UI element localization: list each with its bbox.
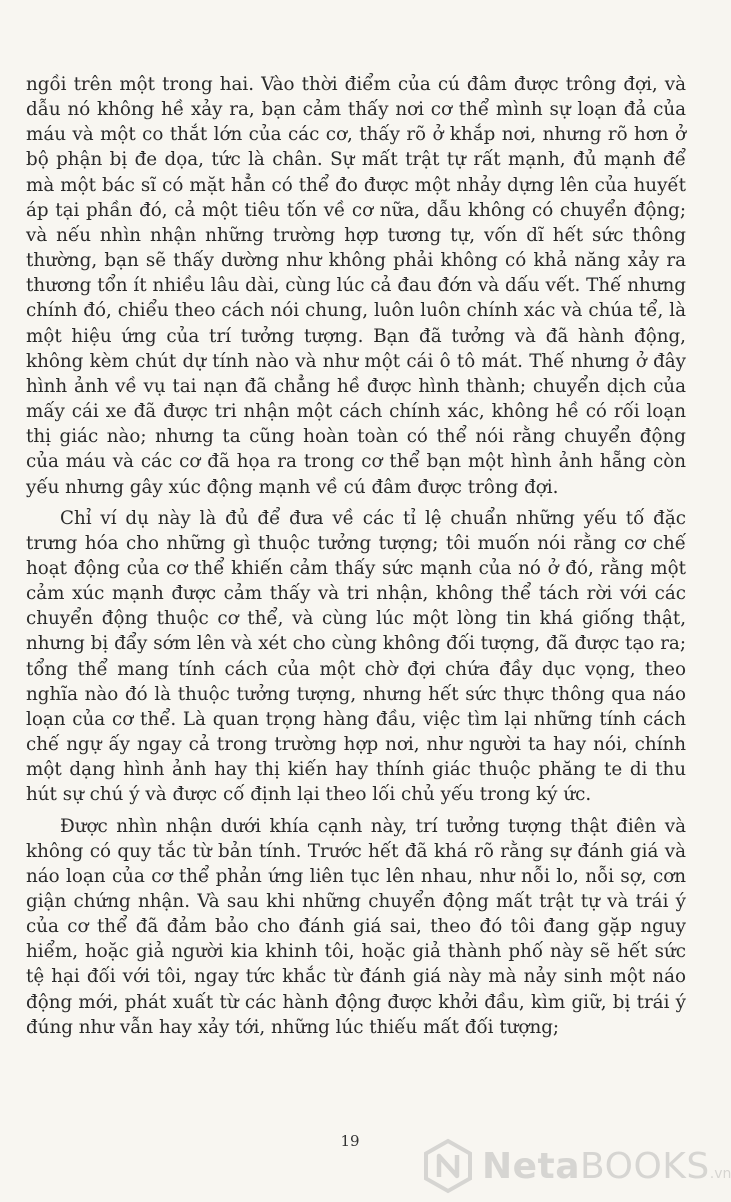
page-number: 19: [340, 1132, 360, 1150]
paragraph-3: Được nhìn nhận dưới khía cạnh này, trí tưởng tượng thật điên và không có quy tắc từ bản tính. Trước hết đã khá rõ rằng sự đánh giá và náo loạn của cơ thể phản ứng liên tục lên nhau, như nỗi lo, nỗi sợ, cơn giận chứng nhận. Và sau khi những chuyển động mất trật tự và trái ý của cơ thể đã đảm bảo cho đánh giá sai, theo đó tôi đang gặp nguy hiểm, hoặc giả người kia khinh tôi, hoặc giả thành phố này sẽ hết sức tệ hại đối với tôi, ngay tức khắc từ đánh giá này mà nảy sinh một náo động mới, phát xuất từ các hành động được khởi đầu, kìm giữ, bị trái ý đúng như vẫn hay xảy tới, những lúc thiếu mất đối tượng;: [26, 815, 686, 1038]
body-text: [26, 72, 686, 1040]
paragraph-2: Chỉ ví dụ này là đủ để đưa về các tỉ lệ chuẩn những yếu tố đặc trưng hóa cho những gì thuộc tưởng tượng; tôi muốn nói rằng cơ chế hoạt động của cơ thể khiến cảm thấy sức mạnh của nó ở đó, rằng một cảm xúc mạnh được cảm thấy và tri nhận, không thể tách rời với các chuyển động thuộc cơ thể, và cùng lúc một lòng tin khá giống thật, nhưng bị đẩy sớm lên và xét cho cùng không đối tượng, đã được tạo ra; tổng thể mang tính cách của một chờ đợi chứa đầy dục vọng, theo nghĩa nào đó là thuộc tưởng tượng, nhưng hết sức thực thông qua náo loạn của cơ thể. Là quan trọng hàng đầu, việc tìm lại những tính cách chế ngự ấy ngay cả trong trường hợp nơi, như người ta hay nói, chính một dạng hình ảnh hay thị kiến hay thính giác thuộc phăng te di thu hút sự chú ý và được cố định lại theo lối chủ yếu trong ký ức.: [26, 507, 686, 806]
watermark-text: [482, 1146, 731, 1187]
watermark: [420, 1132, 731, 1200]
paragraph-1: ngồi trên một trong hai. Vào thời điểm của cú đâm được trông đợi, và dẫu nó không hề xảy ra, bạn cảm thấy nơi cơ thể mình sự loạn đả của máu và một co thắt lớn của các cơ, thấy rõ ở khắp nơi, nhưng rõ hơn ở bộ phận bị đe dọa, tức là chân. Sự mất trật tự rất mạnh, đủ mạnh để mà một bác sĩ có mặt hẳn có thể đo được một nhảy dựng lên của huyết áp tại phần đó, cả một tiêu tốn về cơ nữa, dẫu không có chuyển động; và nếu nhìn nhận những trường hợp tương tự, vốn dĩ hết sức thông thường, bạn sẽ thấy dường như không phải không có khả năng xảy ra thương tổn ít nhiều lâu dài, cùng lúc cả đau đớn và dấu vết. Thế nhưng chính đó, chiểu theo cách nói chung, luôn luôn chính xác và chúa tể, là một hiệu ứng của trí tưởng tượng. Bạn đã tưởng và đã hành động, không kèm chút dự tính nào và như một cái ô tô mát. Thế nhưng ở đây hình ảnh về vụ tai nạn đã chẳng hề được hình thành; chuyển dịch của mấy cái xe đã được tri nhận một cách chính xác, không hề có rối loạn thị giác nào; nhưng ta cũng hoàn toàn có thể nói rằng chuyển động của máu và các cơ đã họa ra trong cơ thể bạn một hình ảnh hẵng còn yếu nhưng gây xúc động mạnh về cú đâm được trông đợi.: [26, 74, 686, 498]
watermark-brand-bold: Neta: [482, 1145, 581, 1187]
watermark-brand-rest: BOOKS: [580, 1145, 710, 1187]
netabooks-logo-icon: [420, 1138, 476, 1194]
watermark-suffix: .vn: [709, 1165, 731, 1182]
